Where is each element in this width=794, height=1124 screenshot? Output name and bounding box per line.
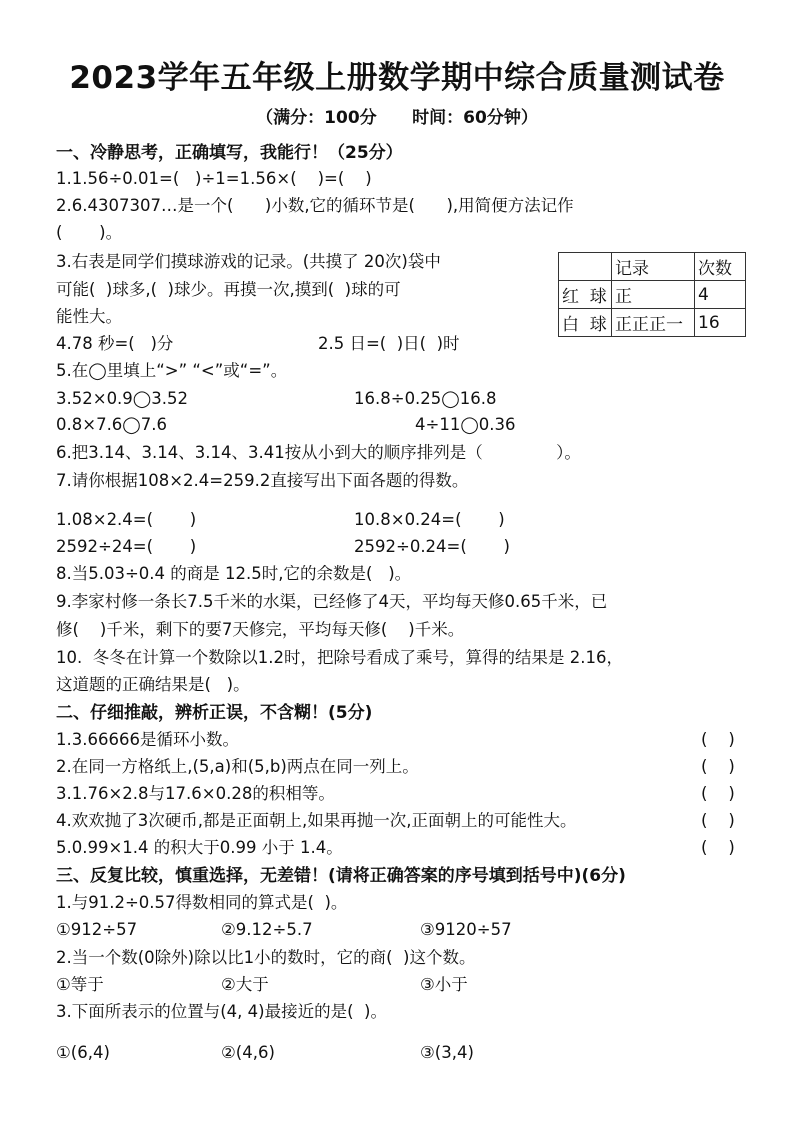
question-line: 1.1.56÷0.01=( )÷1=1.56×( )=( ) xyxy=(56,169,372,188)
answer-paren[interactable]: ( ) xyxy=(701,784,735,803)
question-line: 3.右表是同学们摸球游戏的记录。(共摸了 20次)袋中 xyxy=(56,252,441,271)
question-line: 能性大。 xyxy=(56,307,122,326)
question-line: 10. 冬冬在计算一个数除以1.2时，把除号看成了乘号，算得的结果是 2.16， xyxy=(56,648,623,667)
choice-option: ①等于 xyxy=(56,975,104,994)
table-row xyxy=(559,309,746,337)
choice-option: ①(6,4) xyxy=(56,1043,110,1062)
choice-option: ③(3,4) xyxy=(420,1043,474,1062)
question-line: 4.78 秒=( )分 xyxy=(56,334,174,353)
question-line: 2.5 日=( )日( )时 xyxy=(318,334,460,353)
judge-item: 5.0.99×1.4 的积大于0.99 小于 1.4。 xyxy=(56,838,343,857)
section2-heading: 二、仔细推敲，辨析正误，不含糊！(5分) xyxy=(56,703,373,723)
choice-option: ②9.12÷5.7 xyxy=(221,920,313,939)
choice-question: 3.下面所表示的位置与(4, 4)最接近的是( )。 xyxy=(56,1002,387,1021)
table-header-cell xyxy=(559,253,612,281)
table-header-row xyxy=(559,253,746,281)
question-line: 3.52×0.9◯3.52 xyxy=(56,389,189,408)
question-line: 9.李家村修一条长7.5千米的水渠，已经修了4天，平均每天修0.65千米，已 xyxy=(56,592,608,611)
choice-option: ③小于 xyxy=(420,975,468,994)
question-line: 0.8×7.6◯7.6 xyxy=(56,415,168,434)
question-line: 修( )千米，剩下的要7天修完，平均每天修( )千米。 xyxy=(56,620,465,639)
table-header-cell: 次数 xyxy=(695,253,746,281)
question-line: 2592÷0.24=( ) xyxy=(354,537,510,556)
table-cell: 正正正一 xyxy=(612,309,695,337)
choice-option: ①912÷57 xyxy=(56,920,138,939)
question-line: 1.08×2.4=( ) xyxy=(56,510,197,529)
choice-question: 2.当一个数(0除外)除以比1小的数时，它的商( )这个数。 xyxy=(56,948,476,967)
choice-option: ②大于 xyxy=(221,975,269,994)
section1-heading: 一、冷静思考，正确填写，我能行！（25分） xyxy=(56,143,403,163)
table-cell: 白 球 xyxy=(559,309,612,337)
question-line: 6.把3.14、3.14、3.14、3.41按从小到大的顺序排列是（ ）。 xyxy=(56,443,581,462)
question-line: 2592÷24=( ) xyxy=(56,537,197,556)
question-line: 5.在◯里填上“>” “<”或“=”。 xyxy=(56,361,288,380)
ball-record-table xyxy=(558,252,746,337)
question-line: ( )。 xyxy=(56,223,123,242)
choice-option: ②(4,6) xyxy=(221,1043,275,1062)
answer-paren[interactable]: ( ) xyxy=(701,757,735,776)
table-cell: 正 xyxy=(612,281,695,309)
question-line: 7.请你根据108×2.4=259.2直接写出下面各题的得数。 xyxy=(56,471,469,490)
table-header-cell: 记录 xyxy=(612,253,695,281)
question-line: 可能( )球多,( )球少。再摸一次,摸到( )球的可 xyxy=(56,280,401,299)
question-line: 16.8÷0.25◯16.8 xyxy=(354,389,497,408)
judge-item: 1.3.66666是循环小数。 xyxy=(56,730,239,749)
choice-option: ③9120÷57 xyxy=(420,920,512,939)
table-cell: 16 xyxy=(695,309,746,337)
judge-item: 2.在同一方格纸上,(5,a)和(5,b)两点在同一列上。 xyxy=(56,757,419,776)
section3-heading: 三、反复比较，慎重选择，无差错！(请将正确答案的序号填到括号中)(6分) xyxy=(56,866,626,886)
answer-paren[interactable]: ( ) xyxy=(701,838,735,857)
exam-subtitle: （满分：100分 时间：60分钟） xyxy=(256,108,538,128)
choice-question: 1.与91.2÷0.57得数相同的算式是( )。 xyxy=(56,893,348,912)
answer-paren[interactable]: ( ) xyxy=(701,811,735,830)
question-line: 这道题的正确结果是( )。 xyxy=(56,675,250,694)
judge-item: 4.欢欢抛了3次硬币,都是正面朝上,如果再抛一次,正面朝上的可能性大。 xyxy=(56,811,577,830)
answer-paren[interactable]: ( ) xyxy=(701,730,735,749)
question-line: 4÷11◯0.36 xyxy=(415,415,516,434)
question-line: 2.6.4307307…是一个( )小数,它的循环节是( ),用简便方法记作 xyxy=(56,196,574,215)
exam-title: 2023学年五年级上册数学期中综合质量测试卷 xyxy=(69,60,725,96)
table-row xyxy=(559,281,746,309)
question-line: 10.8×0.24=( ) xyxy=(354,510,505,529)
judge-item: 3.1.76×2.8与17.6×0.28的积相等。 xyxy=(56,784,335,803)
table-cell: 4 xyxy=(695,281,746,309)
question-line: 8.当5.03÷0.4 的商是 12.5时,它的余数是( )。 xyxy=(56,564,412,583)
table-cell: 红 球 xyxy=(559,281,612,309)
